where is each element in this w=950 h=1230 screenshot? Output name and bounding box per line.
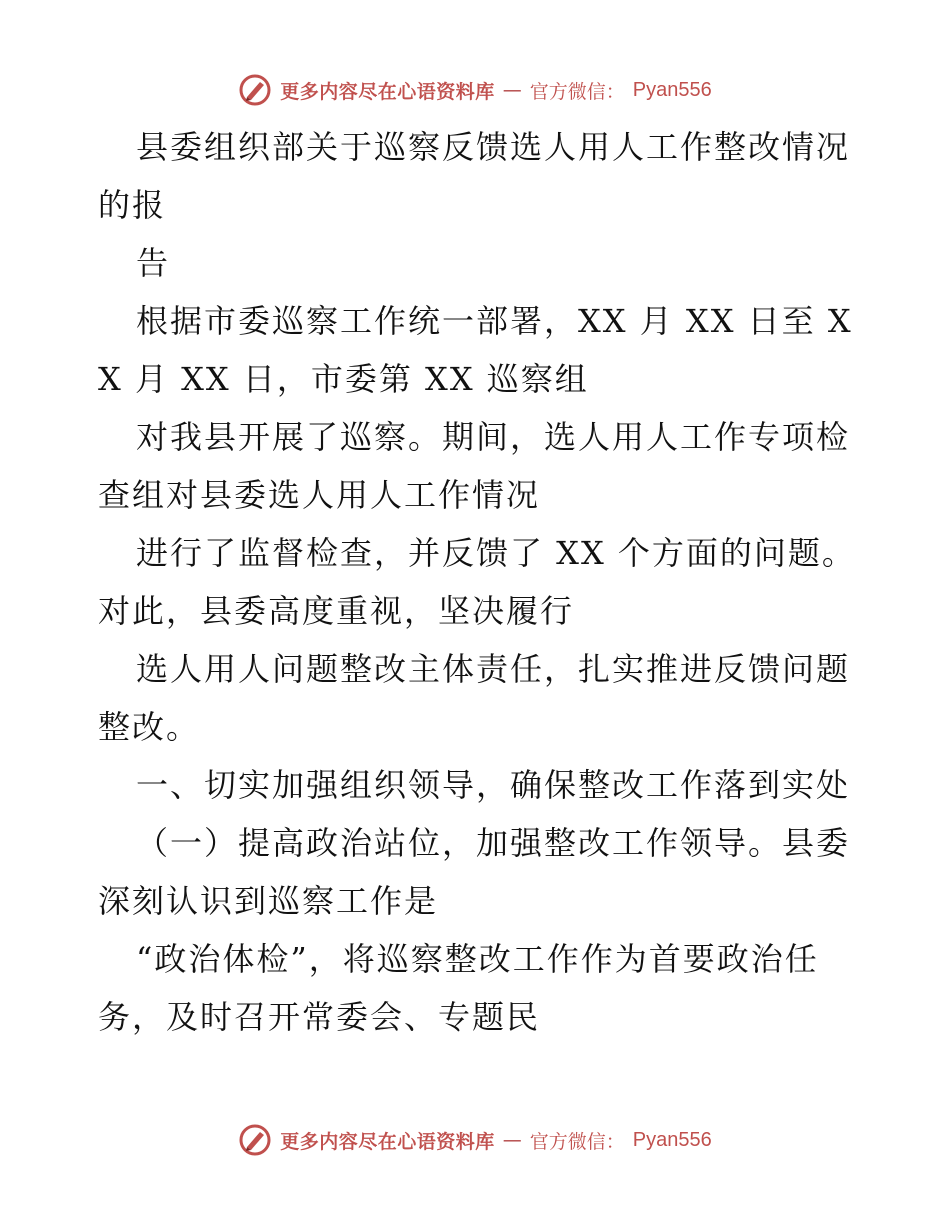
pen-logo-icon	[238, 73, 272, 107]
body-paragraph: 对我县开展了巡察。期间，选人用人工作专项检查组对县委选人用人工作情况	[98, 418, 851, 514]
banner-separator: —	[502, 1129, 522, 1151]
banner-wechat-id: Pyan556	[632, 1128, 712, 1151]
body-paragraph: 根据市委巡察工作统一部署，XX 月 XX 日至 XX 月 XX 日，市委第 XX 巡察组	[98, 302, 853, 398]
banner-wechat-label: 官方微信：	[529, 80, 625, 103]
body-paragraph: 选人用人问题整改主体责任，扎实推进反馈问题整改。	[98, 650, 851, 746]
document-title-continuation: 告	[136, 244, 171, 282]
body-paragraph: “政治体检”，将巡察整改工作作为首要政治任务，及时召开常委会、专题民	[98, 940, 819, 1036]
body-paragraph: （一）提高政治站位，加强整改工作领导。县委深刻认识到巡察工作是	[98, 824, 851, 920]
document-title-line: 县委组织部关于巡察反馈选人用人工作整改情况的报	[98, 128, 851, 224]
document-body	[98, 118, 858, 1046]
banner-wechat-label: 官方微信：	[529, 1130, 625, 1153]
banner-wechat-id: Pyan556	[632, 78, 712, 101]
footer-banner	[0, 1120, 950, 1160]
section-heading: 一、切实加强组织领导，确保整改工作落到实处	[136, 766, 851, 804]
body-paragraph: 进行了监督检查，并反馈了 XX 个方面的问题。对此，县委高度重视，坚决履行	[98, 534, 856, 630]
pen-logo-icon	[238, 1123, 272, 1157]
banner-separator: —	[502, 79, 522, 101]
banner-main-text: 更多内容尽在心语资料库	[280, 1130, 495, 1153]
banner-main-text: 更多内容尽在心语资料库	[280, 80, 495, 103]
header-banner	[0, 70, 950, 110]
